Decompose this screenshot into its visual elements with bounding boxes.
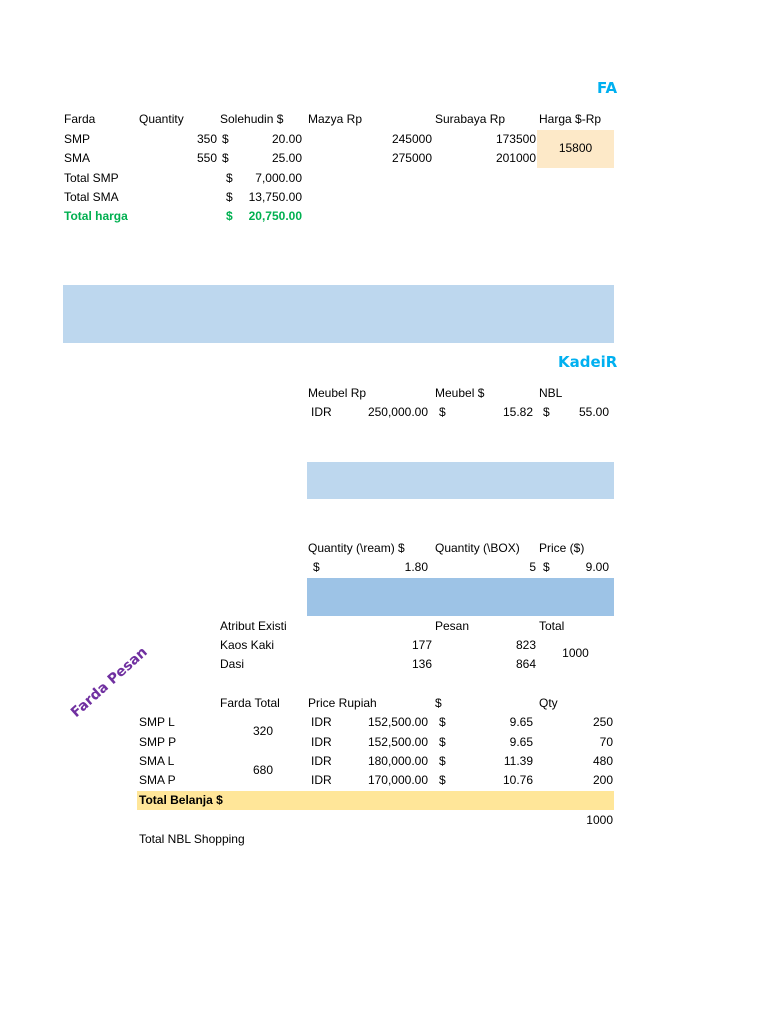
dasi-label: Dasi (220, 657, 245, 671)
price-value: 9.00 (585, 560, 609, 574)
header-atribut: Atribut Existi (220, 619, 287, 633)
header-pesan: Pesan (435, 619, 470, 633)
harga-rate-value: 15800 (558, 141, 593, 155)
header-quantity: Quantity (139, 112, 184, 126)
header-farda: Farda (64, 112, 96, 126)
item-smp-p-currency: $ (439, 735, 446, 749)
meubel-idr-label: IDR (311, 405, 332, 419)
kaos-kaki-existing: 177 (411, 638, 432, 652)
total-smp-label: Total SMP (64, 171, 119, 185)
farda-total-smp: 320 (252, 724, 274, 738)
row-smp-currency: $ (222, 132, 229, 146)
ream-value: 1.80 (404, 560, 428, 574)
row-sma-currency: $ (222, 151, 229, 165)
header-solehudin: Solehudin $ (220, 112, 284, 126)
item-sma-l-rp: 180,000.00 (367, 754, 428, 768)
nbl-value: 55.00 (578, 405, 609, 419)
harga-rate-cell[interactable] (537, 130, 614, 168)
item-sma-p-rp: 170,000.00 (367, 773, 428, 787)
header-price-rupiah: Price Rupiah (308, 696, 377, 710)
row-smp-mazya: 245000 (391, 132, 432, 146)
grand-total-currency: $ (226, 209, 233, 223)
item-smp-l-rp: 152,500.00 (367, 715, 428, 729)
row-smp-qty: 350 (196, 132, 217, 146)
kaos-kaki-pesan: 823 (515, 638, 536, 652)
farda-total-sma: 680 (252, 763, 274, 777)
item-sma-p-label: SMA P (139, 773, 176, 787)
total-nbl-label: Total NBL Shopping (139, 832, 245, 846)
header-qty-ream: Quantity (\ream) $ (308, 541, 405, 555)
total-smp-currency: $ (226, 171, 233, 185)
header-harga: Harga $-Rp (539, 112, 602, 126)
total-sma-label: Total SMA (64, 190, 119, 204)
header-qty: Qty (539, 696, 558, 710)
header-qty-box: Quantity (\BOX) (435, 541, 520, 555)
item-sma-p-usd: 10.76 (502, 773, 533, 787)
item-sma-l-usd: 11.39 (503, 754, 533, 768)
item-sma-p-idr: IDR (311, 773, 332, 787)
section1-title: FA (597, 79, 618, 97)
item-sma-p-qty: 200 (592, 773, 613, 787)
row-sma-surabaya: 201000 (495, 151, 536, 165)
item-smp-l-idr: IDR (311, 715, 332, 729)
total-smp-value: 7,000.00 (255, 171, 302, 185)
row-sma-price: 25.00 (271, 151, 302, 165)
item-smp-l-usd: 9.65 (509, 715, 533, 729)
item-smp-p-qty: 70 (599, 735, 613, 749)
atribut-total: 1000 (562, 646, 589, 660)
section2-title: KadeiR (558, 353, 618, 371)
ream-currency: $ (313, 560, 320, 574)
total-sma-value: 13,750.00 (248, 190, 302, 204)
header-mazya: Mazya Rp (308, 112, 363, 126)
item-smp-p-idr: IDR (311, 735, 332, 749)
header-surabaya: Surabaya Rp (435, 112, 506, 126)
item-smp-l-label: SMP L (139, 715, 175, 729)
qty-sum: 1000 (586, 813, 613, 827)
kaos-kaki-label: Kaos Kaki (220, 638, 275, 652)
total-belanja-label: Total Belanja $ (139, 793, 223, 807)
row-smp-price: 20.00 (271, 132, 302, 146)
row-sma-label: SMA (64, 151, 91, 165)
row-sma-qty: 550 (196, 151, 217, 165)
blue-band-3 (307, 578, 614, 616)
item-smp-l-currency: $ (439, 715, 446, 729)
item-sma-p-currency: $ (439, 773, 446, 787)
item-sma-l-label: SMA L (139, 754, 175, 768)
item-sma-l-qty: 480 (592, 754, 613, 768)
header-dollar: $ (435, 696, 442, 710)
grand-total-label: Total harga (64, 209, 128, 223)
farda-pesan-label: Farda Pesan (68, 644, 151, 721)
total-belanja-row (137, 791, 614, 810)
price-currency: $ (543, 560, 550, 574)
box-value: 5 (529, 560, 536, 574)
dasi-pesan: 864 (515, 657, 536, 671)
item-smp-l-qty: 250 (592, 715, 613, 729)
item-smp-p-rp: 152,500.00 (367, 735, 428, 749)
header-farda-total: Farda Total (220, 696, 280, 710)
dasi-existing: 136 (411, 657, 432, 671)
header-price-usd: Price ($) (539, 541, 585, 555)
row-smp-surabaya: 173500 (495, 132, 536, 146)
blue-band-1 (63, 285, 614, 343)
row-smp-label: SMP (64, 132, 91, 146)
total-sma-currency: $ (226, 190, 233, 204)
nbl-currency: $ (543, 405, 550, 419)
item-sma-l-currency: $ (439, 754, 446, 768)
blue-band-2 (307, 462, 614, 499)
header-total: Total (539, 619, 565, 633)
meubel-usd-value: 15.82 (502, 405, 533, 419)
item-smp-p-label: SMP P (139, 735, 177, 749)
meubel-rp-value: 250,000.00 (367, 405, 428, 419)
row-sma-mazya: 275000 (391, 151, 432, 165)
header-meubel-rp: Meubel Rp (308, 386, 367, 400)
item-sma-l-idr: IDR (311, 754, 332, 768)
meubel-usd-currency: $ (439, 405, 446, 419)
grand-total-value: 20,750.00 (248, 209, 302, 223)
header-nbl: NBL (539, 386, 563, 400)
item-smp-p-usd: 9.65 (509, 735, 533, 749)
header-meubel-usd: Meubel $ (435, 386, 485, 400)
